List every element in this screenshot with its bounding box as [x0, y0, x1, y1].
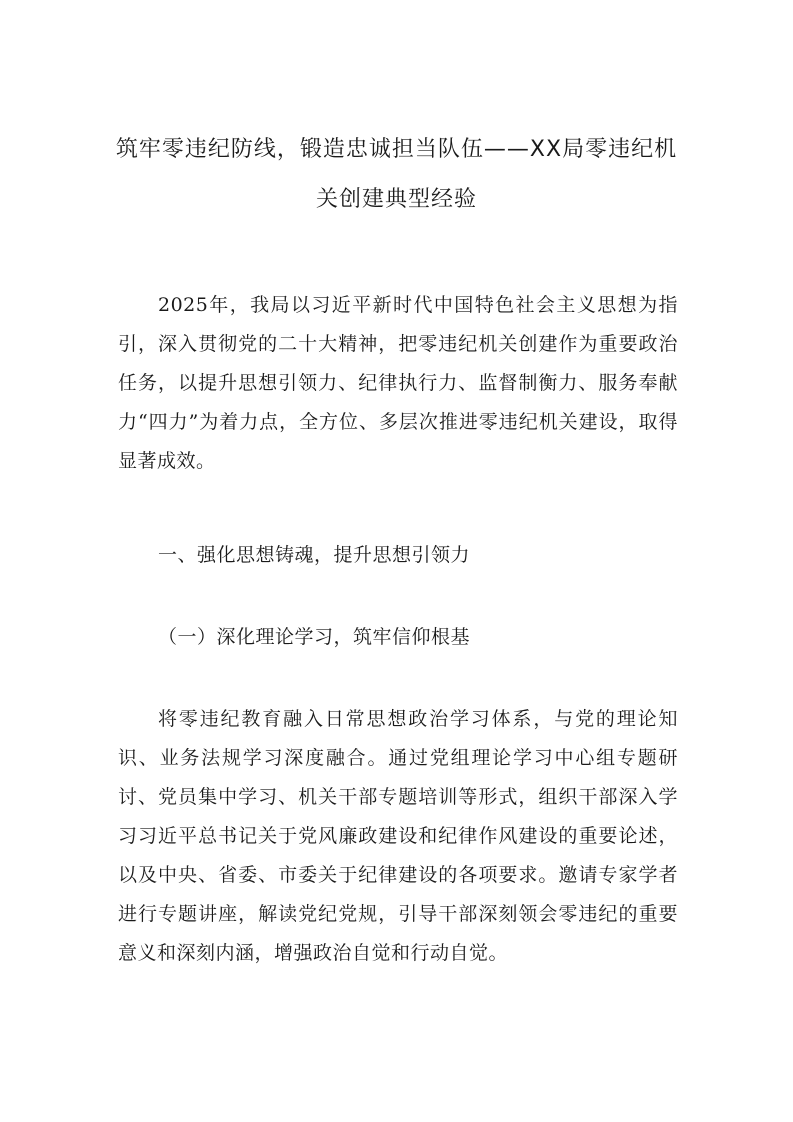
document-title: 筑牢零违纪防线，锻造忠诚担当队伍——XX局零违纪机关创建典型经验	[115, 137, 678, 212]
section-one-heading: 一、强化思想铸魂，提升思想引领力	[158, 544, 471, 566]
subsection-one-body: 将零违纪教育融入日常思想政治学习体系，与党的理论知识、业务法规学习深度融合。通过党组理论学习中心组专题研讨、党员集中学习、机关干部专题培训等形式，组织干部深入学习习近平总书记关于党风廉政建设和纪律作风建设的重要论述，以及中央、省委、市委关于纪律建设的各项要求。邀请专家学者进行专题讲座，解读党纪党规，引导干部深刻领会零违纪的重要意义和深刻内涵，增强政治自觉和行动自觉。	[118, 708, 678, 964]
subsection-one-heading: （一）深化理论学习，筑牢信仰根基	[158, 626, 471, 648]
intro-paragraph: 2025年，我局以习近平新时代中国特色社会主义思想为指引，深入贯彻党的二十大精神，把零违纪机关创建作为重要政治任务，以提升思想引领力、纪律执行力、监督制衡力、服务奉献力“四力”为着力点，全方位、多层次推进零违纪机关建设，取得显著成效。	[118, 294, 678, 472]
